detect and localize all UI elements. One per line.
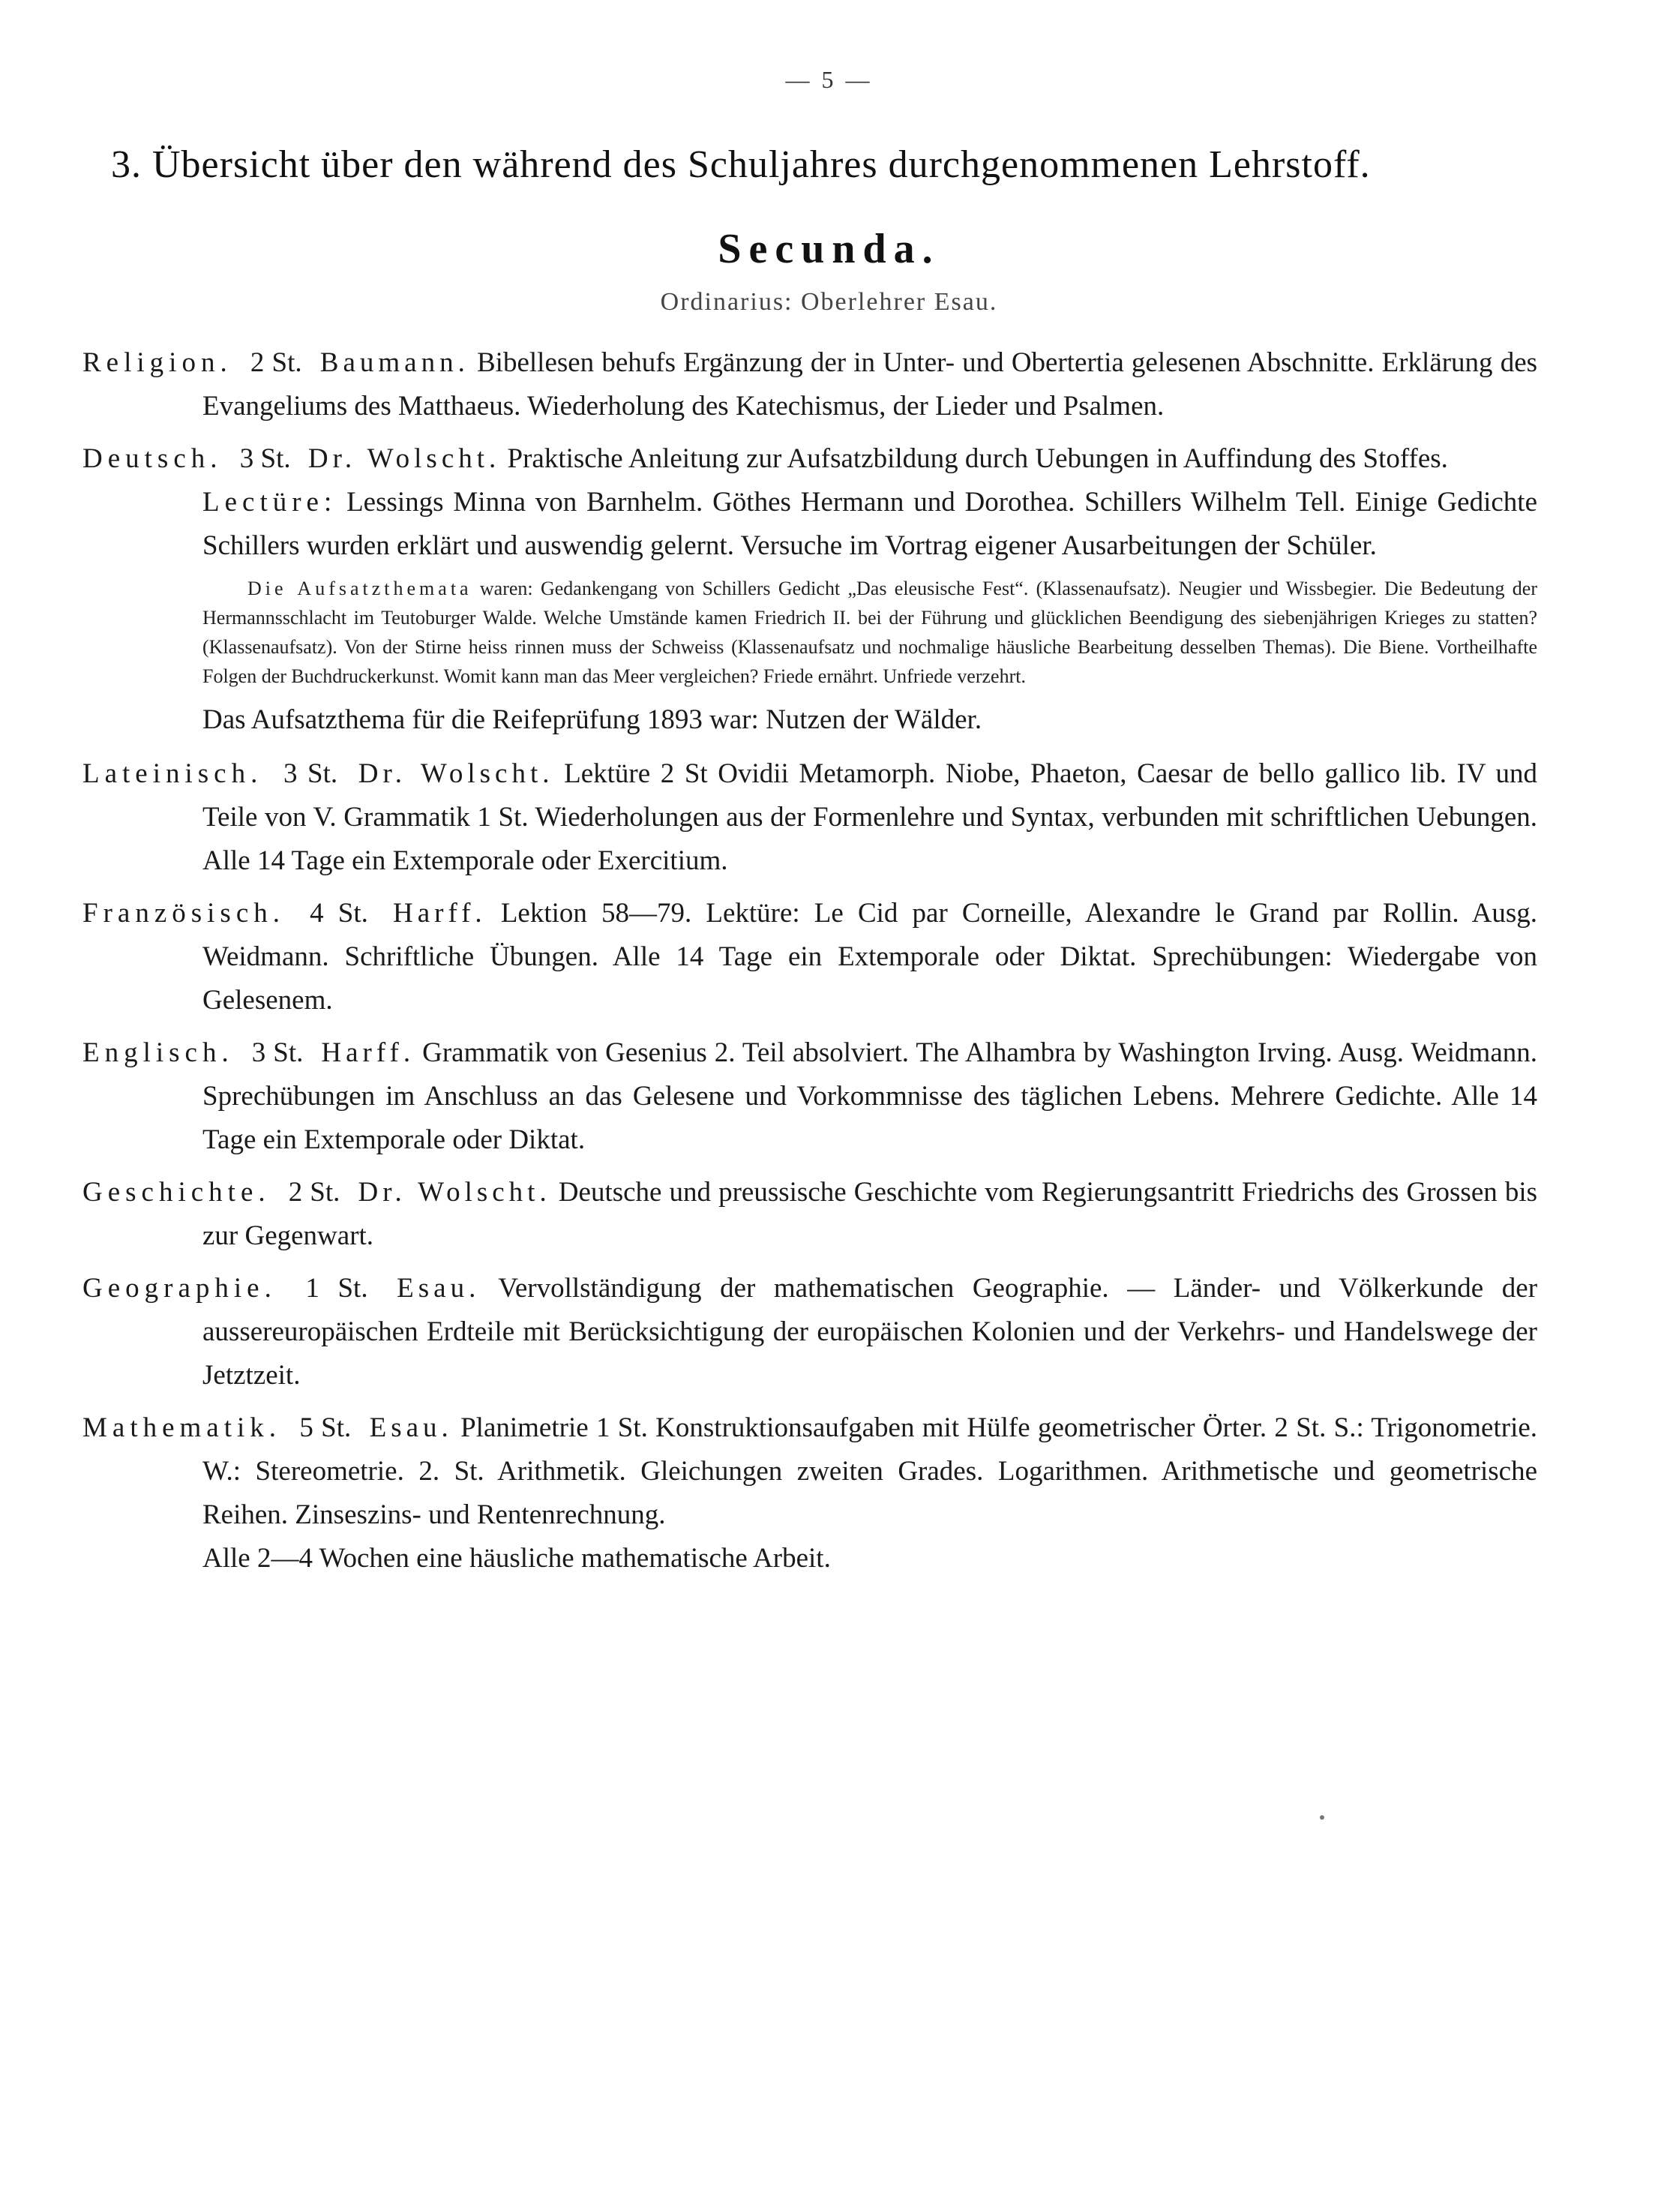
lecture-label: Lectüre: xyxy=(202,487,337,518)
subject-hours: 4 St. xyxy=(310,898,368,929)
subject-teacher: Dr. Wolscht. xyxy=(307,443,501,474)
subject-list xyxy=(82,341,1537,1591)
section-englisch xyxy=(82,1031,1537,1162)
subject-text: Lektüre 2 St Ovidii Metamorph. Niobe, Phaeton, Caesar de bello gallico lib. IV und Teile von V. Grammatik 1 St. Wiederholungen aus der Formenlehre und Syntax, verbunden mit schriftlichen Uebungen. Alle 14 Tage ein Extemporale oder Exercitium. xyxy=(202,758,1538,876)
subject-hours: 1 St. xyxy=(305,1273,368,1304)
subject-name: Englisch. xyxy=(82,1037,234,1068)
page-heading: 3. Übersicht über den während des Schuljahres durchgenommenen Lehrstoff. xyxy=(111,143,1371,186)
subject-teacher: Dr. Wolscht. xyxy=(358,1177,551,1208)
subject-text: Grammatik von Gesenius 2. Teil absolviert. The Alhambra by Washington Irving. Ausg. Weidmann. Sprechübungen im Anschluss an das Gelesene und Vorkommnisse des täglichen Lebens. Mehrere Gedichte. Alle 14 Tage ein Extemporale oder Diktat. xyxy=(202,1037,1538,1155)
section-geographie xyxy=(82,1267,1537,1397)
section-mathematik xyxy=(82,1406,1537,1537)
subject-hours: 2 St. xyxy=(250,347,302,378)
lecture-text: Lessings Minna von Barnhelm. Göthes Hermann und Dorothea. Schillers Wilhelm Tell. Einige Gedichte Schillers wurden erklärt und auswendig gelernt. Versuche im Vortrag eigener Ausarbeitungen der Schüler. xyxy=(202,487,1538,561)
deutsch-final-exam-topic: Das Aufsatzthema für die Reifeprüfung 1893 war: Nutzen der Wälder. xyxy=(202,704,982,735)
mathematik-homework-note: Alle 2—4 Wochen eine häusliche mathematische Arbeit. xyxy=(202,1543,831,1574)
section-religion xyxy=(82,341,1537,428)
subject-teacher: Harff. xyxy=(321,1037,415,1068)
subject-name: Deutsch. xyxy=(82,443,223,474)
topics-label: Die Aufsatzthemata xyxy=(247,578,472,599)
topics-text: waren: Gedankengang von Schillers Gedicht „Das eleusische Fest“. (Klassenaufsatz). Neugier und Wissbegier. Die Bedeutung der Hermannsschlacht im Teutoburger Walde. Welche Umstände kamen Friedrich II. bei der Führung und glücklichen Beendigung des siebenjährigen Krieges zu statten? (Klassenaufsatz). Von der Stirne heiss rinnen muss der Schweiss (Klassenaufsatz und nochmalige häusliche Bearbeitung desselben Themas). Die Biene. Vortheilhafte Folgen der Buchdruckerkunst. Womit kann man das Meer vergleichen? Friede ernährt. Unfriede verzehrt. xyxy=(202,578,1537,687)
deutsch-lecture xyxy=(82,481,1537,568)
section-franzoesisch xyxy=(82,892,1537,1022)
subject-name: Lateinisch. xyxy=(82,758,263,789)
subject-hours: 3 St. xyxy=(239,443,291,474)
scan-speck xyxy=(1320,1815,1324,1820)
subject-teacher: Esau. xyxy=(397,1273,481,1304)
subject-name: Religion. xyxy=(82,347,232,378)
section-lateinisch xyxy=(82,752,1537,883)
class-title: Secunda. xyxy=(718,226,940,272)
subject-name: Geschichte. xyxy=(82,1177,271,1208)
subject-name: Geographie. xyxy=(82,1273,277,1304)
subject-hours: 2 St. xyxy=(288,1177,340,1208)
page-number: — 5 — xyxy=(785,66,873,93)
subject-text: Planimetrie 1 St. Konstruktionsaufgaben mit Hülfe geometrischer Örter. 2 St. S.: Trigonometrie. W.: Stereometrie. 2. St. Arithmetik. Gleichungen zweiten Grades. Logarithmen. Arithmetische und geometrische Reihen. Zinseszins- und Rentenrechnung. xyxy=(202,1412,1538,1530)
subject-teacher: Harff. xyxy=(392,898,487,929)
subject-teacher: Baumann. xyxy=(319,347,469,378)
subject-hours: 3 St. xyxy=(283,758,338,789)
subject-name: Mathematik. xyxy=(82,1412,282,1443)
subject-hours: 3 St. xyxy=(251,1037,304,1068)
section-deutsch xyxy=(82,437,1537,481)
section-geschichte xyxy=(82,1171,1537,1258)
subject-text: Lektion 58—79. Lektüre: Le Cid par Corneille, Alexandre le Grand par Rollin. Ausg. Weidmann. Schriftliche Übungen. Alle 14 Tage ein Extemporale oder Diktat. Sprechübungen: Wiedergabe von Gelesenem. xyxy=(202,898,1538,1016)
subject-teacher: Dr. Wolscht. xyxy=(358,758,554,789)
deutsch-essay-topics xyxy=(82,574,1537,691)
subject-text: Praktische Anleitung zur Aufsatzbildung durch Uebungen in Auffindung des Stoffes. xyxy=(507,443,1448,474)
subject-teacher: Esau. xyxy=(369,1412,453,1443)
subject-hours: 5 St. xyxy=(299,1412,352,1443)
subject-text: Vervollständigung der mathematischen Geographie. — Länder- und Völkerkunde der aussereuropäischen Erdteile mit Berücksichtigung der europäischen Kolonien und der Verkehrs- und Handelswege der Jetztzeit. xyxy=(202,1273,1538,1391)
ordinarius-line: Ordinarius: Oberlehrer Esau. xyxy=(660,288,998,316)
subject-text: Deutsche und preussische Geschichte vom Regierungsantritt Friedrichs des Grossen bis zur Gegenwart. xyxy=(202,1177,1538,1251)
subject-text: Bibellesen behufs Ergänzung der in Unter- und Obertertia gelesenen Abschnitte. Erklärung des Evangeliums des Matthaeus. Wiederholung des Katechismus, der Lieder und Psalmen. xyxy=(202,347,1538,422)
subject-name: Französisch. xyxy=(82,898,285,929)
